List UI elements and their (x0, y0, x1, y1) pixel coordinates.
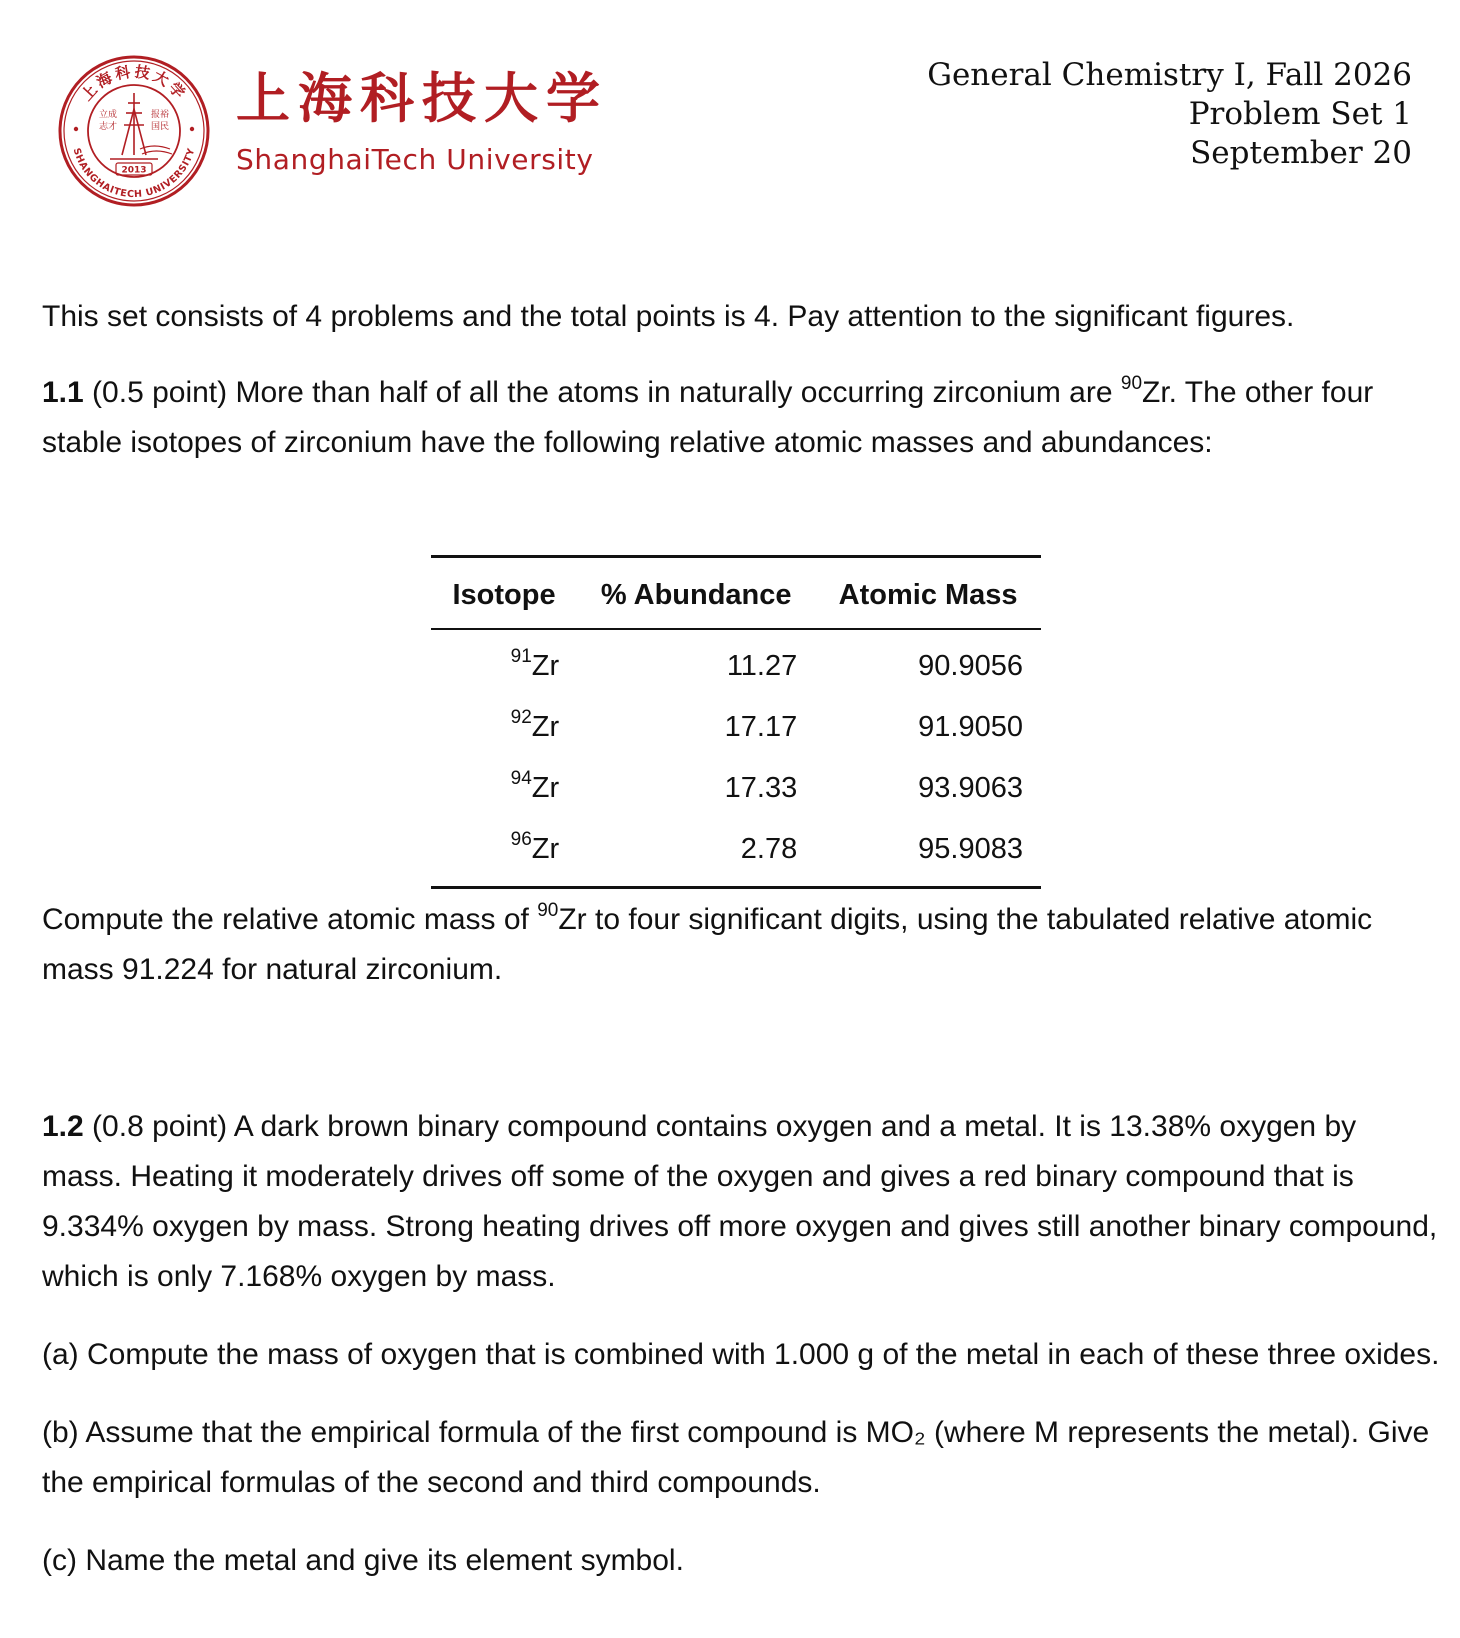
table-row (431, 697, 1041, 758)
abundance-cell: 17.33 (724, 772, 798, 804)
abundance-cell: 2.78 (740, 833, 798, 865)
question-text-part: Compute the relative atomic mass of (42, 903, 538, 936)
problem-1-1-question (42, 895, 1432, 995)
problem-number: 1.2 (42, 1110, 84, 1143)
university-name-english: ShanghaiTech University (236, 143, 594, 176)
table-row (431, 629, 1041, 697)
question-text-part: Zr to four significant digits, using the tabulated relative atomic mass 91.224 for natural zirconium. (42, 903, 1373, 986)
question-a: (a) Compute the mass of oxygen that is combined with 1.000 g of the metal in each of these three oxides. (42, 1338, 1440, 1371)
column-header-atomic-mass: Atomic Mass (815, 557, 1041, 630)
problem-1-2-statement (42, 1102, 1442, 1302)
question-c: (c) Name the metal and give its element symbol. (42, 1544, 684, 1577)
isotope-superscript: 90 (1120, 373, 1143, 394)
problem-text: (0.8 point) A dark brown binary compound contains oxygen and a metal. It is 13.38% oxygen by mass. Heating it moderately drives off some of the oxygen and gives a red binary compound that is 9.334% oxygen by mass. Strong heating drives off more oxygen and gives still another binary compound, which is only 7.168% oxygen by mass. (42, 1110, 1438, 1293)
seal-top-text: 上海科技大学 (77, 62, 191, 105)
column-header-isotope: Isotope (431, 557, 577, 630)
seal-motto-left-1: 立成 (98, 110, 118, 120)
page-header (0, 0, 1460, 230)
element-symbol: Zr (531, 650, 560, 682)
seal-motto-right-1: 报裕 (150, 110, 170, 120)
problem-1-1-section (42, 292, 1432, 468)
isotope-cell (431, 697, 577, 758)
question-b: (b) Assume that the empirical formula of the first compound is MO₂ (where M represents the metal). Give the empirical formulas of the second and third compounds. (42, 1416, 1430, 1499)
isotope-cell (431, 758, 577, 819)
table-header-row (431, 557, 1041, 630)
university-seal-icon (58, 55, 210, 207)
element-symbol: Zr (531, 772, 560, 804)
problem-1-1-statement (42, 368, 1432, 468)
date-label: September 20 (1190, 135, 1412, 171)
problem-1-2-section (42, 1102, 1442, 1614)
course-info (927, 56, 1412, 173)
problem-number: 1.1 (42, 376, 84, 409)
table-row (431, 819, 1041, 888)
table-row (431, 758, 1041, 819)
problem-text-part: Zr. The other four stable isotopes of zirconium have the following relative atomic masses and abundances: (42, 376, 1374, 459)
element-symbol: Zr (531, 833, 560, 865)
atomic-mass-cell: 90.9056 (918, 650, 1023, 682)
problem-set-label: Problem Set 1 (1188, 96, 1412, 132)
atomic-mass-cell: 91.9050 (918, 711, 1023, 743)
isotope-cell (431, 819, 577, 888)
problem-text-part: (0.5 point) More than half of all the atoms in naturally occurring zirconium are (83, 376, 1121, 409)
university-name-chinese: 上海科技大学 (236, 67, 608, 130)
seal-motto-right-2: 国民 (150, 122, 170, 132)
atomic-mass-cell: 95.9083 (918, 833, 1023, 865)
seal-motto-left-2: 志才 (98, 122, 118, 132)
seal-bottom-text: SHANGHAITECH UNIVERSITY (70, 146, 198, 201)
atomic-mass-cell: 93.9063 (918, 772, 1023, 804)
mass-number: 96 (510, 829, 532, 850)
course-title: General Chemistry I, Fall 2026 (927, 57, 1412, 93)
seal-year: 2013 (121, 165, 147, 176)
abundance-cell: 11.27 (726, 650, 798, 682)
isotope-cell (431, 629, 577, 697)
abundance-cell: 17.17 (724, 711, 798, 743)
isotope-superscript: 90 (537, 900, 559, 921)
mass-number: 94 (510, 768, 532, 789)
element-symbol: Zr (531, 711, 560, 743)
isotope-table (431, 555, 1041, 889)
intro-paragraph: This set consists of 4 problems and the total points is 4. Pay attention to the significant figures. (42, 300, 1295, 333)
mass-number: 92 (510, 707, 532, 728)
column-header-abundance: % Abundance (577, 557, 815, 630)
mass-number: 91 (510, 646, 532, 667)
